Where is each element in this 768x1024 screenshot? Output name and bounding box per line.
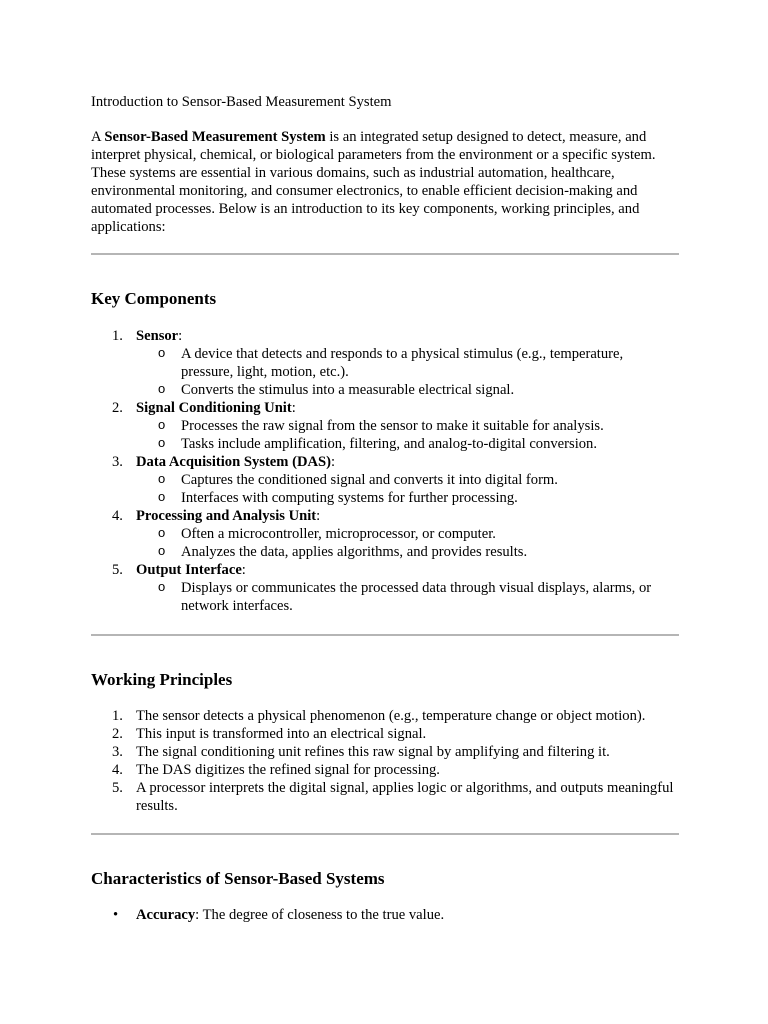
- list-number: 5.: [112, 562, 123, 578]
- sub-bullet-icon: o: [158, 543, 166, 558]
- list-item: [91, 453, 679, 507]
- sub-bullet-icon: o: [158, 417, 166, 432]
- document-title: Introduction to Sensor-Based Measurement System: [91, 94, 392, 110]
- sub-list-item: [136, 435, 679, 453]
- list-number: 3.: [112, 454, 123, 470]
- bullet-icon: •: [113, 907, 119, 923]
- step-text: The signal conditioning unit refines this raw signal by amplifying and filtering it.: [136, 744, 610, 760]
- term-colon: :: [178, 328, 183, 344]
- term-colon: :: [316, 508, 321, 524]
- sub-list: [136, 345, 679, 399]
- working-principles-list: [91, 707, 679, 815]
- list-item: [91, 707, 679, 725]
- key-components-list: [91, 327, 679, 615]
- sub-bullet-icon: o: [158, 525, 166, 540]
- sub-bullet-icon: o: [158, 489, 166, 504]
- list-number: 2.: [112, 726, 123, 742]
- sub-list: [136, 579, 679, 615]
- sub-item-text: Analyzes the data, applies algorithms, and provides results.: [181, 544, 528, 560]
- list-item: [91, 399, 679, 453]
- list-number: 4.: [112, 508, 123, 524]
- sub-item-text: Processes the raw signal from the sensor to make it suitable for analysis.: [181, 418, 604, 434]
- list-item: [91, 725, 679, 743]
- list-number: 3.: [112, 744, 123, 760]
- characteristics-heading: Characteristics of Sensor-Based Systems: [91, 869, 385, 888]
- divider-3: [91, 833, 679, 835]
- component-term: Data Acquisition System (DAS): [136, 454, 331, 470]
- list-number: 5.: [112, 780, 123, 796]
- list-item: [91, 761, 679, 779]
- sub-list-item: [136, 471, 679, 489]
- term-colon: :: [331, 454, 336, 470]
- intro-prefix: A: [91, 129, 105, 145]
- sub-item-text: Tasks include amplification, filtering, and analog-to-digital conversion.: [181, 436, 597, 452]
- sub-list-item: [136, 579, 679, 615]
- list-number: 1.: [112, 328, 123, 344]
- term-colon: :: [291, 400, 296, 416]
- list-number: 4.: [112, 762, 123, 778]
- sub-list: [136, 471, 679, 507]
- key-components-heading: Key Components: [91, 289, 217, 308]
- sub-list-item: [136, 345, 679, 381]
- step-text: The DAS digitizes the refined signal for processing.: [136, 762, 440, 778]
- list-number: 1.: [112, 708, 123, 724]
- characteristic-text: : The degree of closeness to the true value.: [195, 907, 445, 923]
- component-term: Processing and Analysis Unit: [136, 508, 317, 524]
- sub-list-item: [136, 381, 679, 399]
- component-term: Signal Conditioning Unit: [136, 400, 292, 416]
- characteristic-term: Accuracy: [136, 907, 196, 923]
- intro-paragraph: [91, 128, 679, 236]
- list-number: 2.: [112, 400, 123, 416]
- sub-item-text: Interfaces with computing systems for further processing.: [181, 490, 518, 506]
- sub-list-item: [136, 525, 679, 543]
- sub-list-item: [136, 543, 679, 561]
- divider-2: [91, 634, 679, 636]
- list-item: [91, 507, 679, 561]
- intro-bold-term: Sensor-Based Measurement System: [104, 129, 326, 145]
- sub-list-item: [136, 489, 679, 507]
- component-term: Sensor: [136, 328, 179, 344]
- component-term: Output Interface: [136, 562, 242, 578]
- divider-1: [91, 253, 679, 255]
- list-item: [91, 906, 679, 924]
- sub-bullet-icon: o: [158, 345, 166, 360]
- sub-list: [136, 525, 679, 561]
- step-text: The sensor detects a physical phenomenon (e.g., temperature change or object motion).: [136, 708, 646, 724]
- sub-list: [136, 417, 679, 453]
- sub-item-text: Captures the conditioned signal and converts it into digital form.: [181, 472, 558, 488]
- sub-item-text: Displays or communicates the processed data through visual displays, alarms, or network interfaces.: [181, 580, 652, 614]
- step-text: A processor interprets the digital signal, applies logic or algorithms, and outputs meaningful results.: [136, 780, 674, 814]
- sub-item-text: Often a microcontroller, microprocessor, or computer.: [181, 526, 496, 542]
- sub-bullet-icon: o: [158, 381, 166, 396]
- term-colon: :: [241, 562, 246, 578]
- step-text: This input is transformed into an electrical signal.: [136, 726, 427, 742]
- sub-bullet-icon: o: [158, 435, 166, 450]
- intro-rest: is an integrated setup designed to detect, measure, and interpret physical, chemical, or biological parameters from the environment or a specific system. These systems are essential in various domains, such as industrial automation, healthcare, environmental monitoring, and consumer electronics, to enable efficient decision-making and automated processes. Below is an introduction to its key components, working principles, and applications:: [91, 129, 656, 235]
- characteristics-list: [91, 906, 679, 924]
- sub-item-text: A device that detects and responds to a physical stimulus (e.g., temperature, pressure, light, motion, etc.).: [181, 346, 624, 380]
- list-item: [91, 561, 679, 615]
- list-item: [91, 743, 679, 761]
- list-item: [91, 327, 679, 399]
- sub-bullet-icon: o: [158, 471, 166, 486]
- sub-item-text: Converts the stimulus into a measurable electrical signal.: [181, 382, 515, 398]
- sub-bullet-icon: o: [158, 579, 166, 594]
- working-principles-heading: Working Principles: [91, 670, 233, 689]
- sub-list-item: [136, 417, 679, 435]
- document-page: [91, 93, 679, 924]
- list-item: [91, 779, 679, 815]
